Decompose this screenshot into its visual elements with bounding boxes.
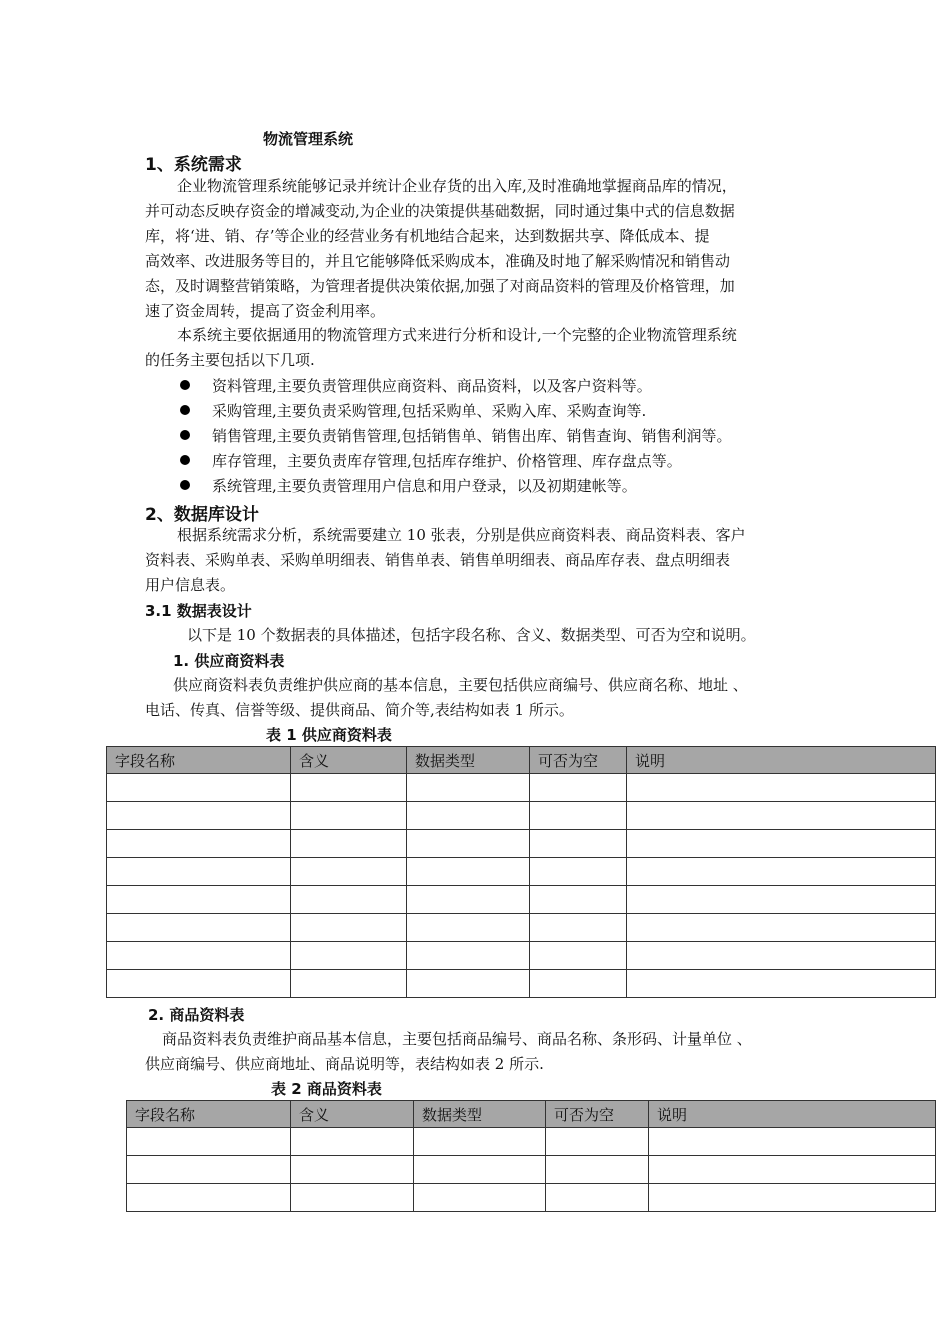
table-cell[interactable] [530,886,627,914]
table-cell[interactable] [414,1156,546,1184]
table-cell[interactable] [407,858,530,886]
bullet-item: 销售管理,主要负责销售管理,包括销售单、销售出库、销售查询、销售利润等。 [180,425,732,446]
table-cell[interactable] [291,914,407,942]
paragraph-line: 电话、传真、信誉等级、提供商品、简介等,表结构如表 1 所示。 [145,701,574,719]
paragraph-line: 库，将‘进、销、存’等企业的经营业务有机地结合起来，达到数据共享、降低成本、提 [145,227,710,245]
table-cell[interactable] [291,1156,414,1184]
table-cell[interactable] [627,802,936,830]
requirements-paragraph [145,174,813,324]
table2-caption: 表 2 商品资料表 [271,1080,382,1098]
table-cell[interactable] [414,1184,546,1212]
table-cell[interactable] [627,774,936,802]
table-row [127,1156,936,1184]
table1-description [145,673,813,723]
section-heading-database: 2、数据库设计 [145,505,259,525]
table-cell[interactable] [407,802,530,830]
table-cell[interactable] [107,914,291,942]
table-cell[interactable] [107,858,291,886]
table-row [107,858,936,886]
column-header: 可否为空 [546,1101,649,1128]
table-cell[interactable] [649,1156,936,1184]
table-row [107,942,936,970]
table-cell[interactable] [107,830,291,858]
table-cell[interactable] [291,774,407,802]
table2-heading: 2. 商品资料表 [148,1006,245,1024]
table-cell[interactable] [530,830,627,858]
table-cell[interactable] [530,970,627,998]
bullet-item: 系统管理,主要负责管理用户信息和用户登录，以及初期建帐等。 [180,475,637,496]
paragraph-line: 根据系统需求分析，系统需要建立 10 张表，分别是供应商资料表、商品资料表、客户 [177,526,746,544]
table2-description [145,1027,813,1077]
table-cell[interactable] [627,886,936,914]
table-row [107,802,936,830]
paragraph-line: 供应商资料表负责维护供应商的基本信息，主要包括供应商编号、供应商名称、地址 、 [173,676,748,694]
table-cell[interactable] [127,1128,291,1156]
table-cell[interactable] [107,886,291,914]
table-cell[interactable] [407,774,530,802]
table-cell[interactable] [546,1128,649,1156]
table-cell[interactable] [107,774,291,802]
bullet-item: 采购管理,主要负责采购管理,包括采购单、采购入库、采购查询等. [180,400,646,421]
table-row [107,914,936,942]
table-cell[interactable] [107,942,291,970]
paragraph-line: 速了资金周转，提高了资金利用率。 [145,302,386,320]
paragraph-line: 资料表、采购单表、采购单明细表、销售单表、销售单明细表、商品库存表、盘点明细表 [145,551,731,569]
table-cell[interactable] [407,942,530,970]
table-cell[interactable] [291,830,407,858]
table-cell[interactable] [291,1128,414,1156]
table-cell[interactable] [530,942,627,970]
table-row [107,774,936,802]
table-cell[interactable] [530,914,627,942]
column-header: 数据类型 [414,1101,546,1128]
bullet-icon [180,480,190,490]
table-row [107,970,936,998]
table-cell[interactable] [627,914,936,942]
subsection-heading: 3.1 数据表设计 [145,602,252,620]
table-cell[interactable] [414,1128,546,1156]
column-header: 说明 [627,747,936,774]
table-header-row [127,1101,936,1128]
bullet-icon [180,380,190,390]
table-cell[interactable] [107,802,291,830]
paragraph-line: 并可动态反映存资金的增减变动,为企业的决策提供基础数据，同时通过集中式的信息数据 [145,202,735,220]
table-cell[interactable] [649,1184,936,1212]
paragraph-line: 态，及时调整营销策略，为管理者提供决策依据,加强了对商品资料的管理及价格管理，加 [145,277,735,295]
bullet-icon [180,430,190,440]
paragraph-line: 高效率、改进服务等目的，并且它能够降低采购成本，准确及时地了解采购情况和销售动 [145,252,731,270]
column-header: 字段名称 [107,747,291,774]
supplier-table [106,746,936,998]
table-cell[interactable] [291,1184,414,1212]
column-header: 说明 [649,1101,936,1128]
paragraph-line: 的任务主要包括以下几项. [145,351,315,369]
column-header: 数据类型 [407,747,530,774]
table-cell[interactable] [546,1184,649,1212]
table-cell[interactable] [530,802,627,830]
table-cell[interactable] [407,914,530,942]
paragraph-line: 商品资料表负责维护商品基本信息，主要包括商品编号、商品名称、条形码、计量单位 、 [162,1030,752,1048]
bullet-icon [180,405,190,415]
scope-paragraph [145,323,813,373]
table-header-row [107,747,936,774]
section-heading-requirements: 1、系统需求 [145,155,242,175]
database-paragraph [145,523,813,598]
table-cell[interactable] [627,858,936,886]
document-title: 物流管理系统 [263,130,354,148]
table-cell[interactable] [291,970,407,998]
column-header: 可否为空 [530,747,627,774]
table-cell[interactable] [546,1156,649,1184]
table1-heading: 1. 供应商资料表 [173,652,285,670]
table-cell[interactable] [107,970,291,998]
paragraph-line: 本系统主要依据通用的物流管理方式来进行分析和设计,一个完整的企业物流管理系统 [177,326,737,344]
table-cell[interactable] [407,970,530,998]
bullet-item: 库存管理，主要负责库存管理,包括库存维护、价格管理、库存盘点等。 [180,450,682,471]
bullet-icon [180,455,190,465]
column-header: 含义 [291,1101,414,1128]
subsection-paragraph: 以下是 10 个数据表的具体描述，包括字段名称、含义、数据类型、可否为空和说明。 [187,626,756,644]
paragraph-line: 供应商编号、供应商地址、商品说明等，表结构如表 2 所示. [145,1055,544,1073]
product-table [126,1100,936,1212]
table-cell[interactable] [291,858,407,886]
table-cell[interactable] [530,774,627,802]
table-cell[interactable] [291,802,407,830]
table-cell[interactable] [127,1156,291,1184]
table-cell[interactable] [291,942,407,970]
paragraph-line: 用户信息表。 [145,576,236,594]
table-row [127,1128,936,1156]
table-cell[interactable] [627,942,936,970]
bullet-item: 资料管理,主要负责管理供应商资料、商品资料，以及客户资料等。 [180,375,652,396]
table-row [107,886,936,914]
table-cell[interactable] [127,1184,291,1212]
table-cell[interactable] [649,1128,936,1156]
table-cell[interactable] [407,886,530,914]
table-row [127,1184,936,1212]
column-header: 字段名称 [127,1101,291,1128]
table-row [107,830,936,858]
table-cell[interactable] [407,830,530,858]
table1-caption: 表 1 供应商资料表 [266,726,392,744]
table-cell[interactable] [291,886,407,914]
table-cell[interactable] [627,830,936,858]
paragraph-line: 企业物流管理系统能够记录并统计企业存货的出入库,及时准确地掌握商品库的情况， [177,177,737,195]
table-cell[interactable] [627,970,936,998]
column-header: 含义 [291,747,407,774]
table-cell[interactable] [530,858,627,886]
